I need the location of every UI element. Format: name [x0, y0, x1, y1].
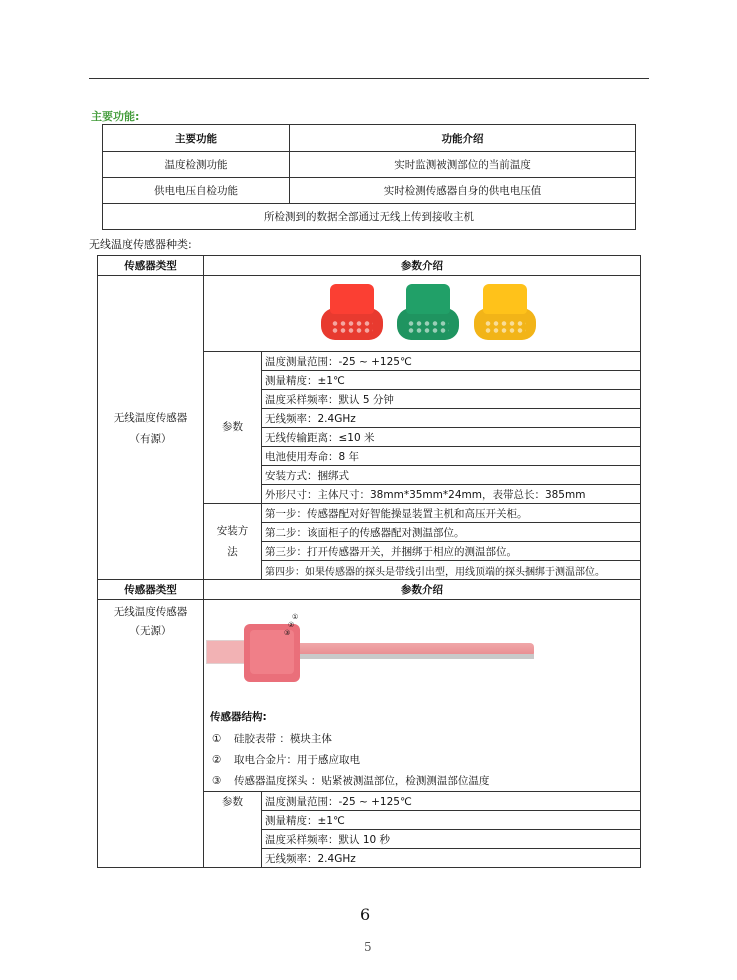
sensor-dots [484, 320, 526, 334]
sensor-name-line: 无线温度传感器 [113, 606, 188, 618]
structure-text: 取电合金片：用于感应取电 [234, 754, 360, 766]
install-step: 第二步：该面柜子的传感器配对测温部位。 [262, 523, 641, 542]
structure-item [204, 749, 640, 770]
param-value: 测量精度：±1℃ [262, 811, 641, 830]
param-value: 外形尺寸：主体尺寸：38mm*35mm*24mm，表带总长：385mm [262, 485, 641, 504]
sensor-name-line: （无源） [129, 625, 172, 637]
sensor-types-table [97, 255, 641, 868]
green-sensor-image [397, 284, 459, 342]
structure-num: ③ [212, 775, 222, 787]
table-footer-cell: 所检测到的数据全部通过无线上传到接收主机 [103, 204, 636, 230]
param-value: 温度测量范围：-25 ~ +125℃ [262, 792, 641, 811]
table-row [103, 152, 636, 178]
table-header-row [103, 125, 636, 152]
passive-sensor-cell [204, 600, 641, 792]
sensor-body [406, 284, 450, 314]
structure-text: 传感器温度探头 ：贴紧被测温部位，检测测温部位温度 [234, 775, 490, 787]
structure-text: 硅胶表带 ：模块主体 [234, 733, 332, 745]
param-label: 参数 [204, 352, 262, 504]
active-sensor-name [98, 276, 204, 580]
main-functions-table [102, 124, 636, 230]
structure-num: ① [212, 733, 222, 745]
param-label: 参数 [204, 792, 262, 868]
install-label-line: 法 [227, 545, 238, 558]
sensor-dots [407, 320, 449, 334]
alloy-strip [294, 654, 534, 659]
param-value: 无线频率：2.4GHz [262, 409, 641, 428]
section-title-main-functions: 主要功能: [91, 110, 140, 123]
sensor-body [483, 284, 527, 314]
param-value: 测量精度：±1℃ [262, 371, 641, 390]
callout-2: ② [288, 621, 295, 629]
passive-sensor-name [98, 600, 204, 868]
param-value: 电池使用寿命：8 年 [262, 447, 641, 466]
sensor-body [330, 284, 374, 314]
active-sensor-image-row [98, 276, 641, 352]
sensor-name-line: （有源） [129, 432, 172, 445]
param-value: 温度采样频率：默认 5 分钟 [262, 390, 641, 409]
install-label-line: 安装方 [216, 524, 249, 537]
table-cell: 实时检测传感器自身的供电电压值 [290, 178, 636, 204]
page-number-small: 5 [364, 940, 372, 954]
header-cell: 传感器类型 [98, 580, 204, 600]
structure-num: ② [212, 754, 222, 766]
header-cell: 功能介绍 [290, 125, 636, 152]
table-header-row [98, 256, 641, 276]
passive-sensor-image [204, 600, 640, 705]
param-value: 安装方式：捆绑式 [262, 466, 641, 485]
header-cell: 参数介绍 [204, 580, 641, 600]
header-cell: 主要功能 [103, 125, 290, 152]
table-row [103, 178, 636, 204]
param-value: 温度测量范围：-25 ~ +125℃ [262, 352, 641, 371]
header-rule [89, 78, 649, 79]
table-row [103, 204, 636, 230]
table-cell: 温度检测功能 [103, 152, 290, 178]
sensor-name-line: 无线温度传感器 [113, 411, 188, 424]
install-step: 第四步：如果传感器的探头是带线引出型，用线顶端的探头捆绑于测温部位。 [262, 561, 641, 580]
structure-item [204, 770, 640, 791]
passive-sensor-row [98, 600, 641, 792]
sensor-photo-cell [204, 276, 641, 352]
param-value: 温度采样频率：默认 10 秒 [262, 830, 641, 849]
table-cell: 实时监测被测部位的当前温度 [290, 152, 636, 178]
table-cell: 供电电压自检功能 [103, 178, 290, 204]
section-title-sensor-types: 无线温度传感器种类: [89, 238, 192, 251]
header-cell: 参数介绍 [204, 256, 641, 276]
red-sensor-image [321, 284, 383, 342]
callout-1: ① [292, 613, 299, 621]
page-number: 6 [360, 905, 371, 924]
callout-3: ③ [284, 629, 291, 637]
install-label [204, 504, 262, 580]
install-step: 第一步：传感器配对好智能操显装置主机和高压开关柜。 [262, 504, 641, 523]
structure-title: 传感器结构: [210, 711, 267, 723]
structure-item [204, 728, 640, 749]
table-header-row [98, 580, 641, 600]
header-cell: 传感器类型 [98, 256, 204, 276]
active-sensor-photos [204, 276, 640, 351]
yellow-sensor-image [474, 284, 536, 342]
param-value: 无线传输距离：≤10 米 [262, 428, 641, 447]
param-value: 无线频率：2.4GHz [262, 849, 641, 868]
sensor-dots [331, 320, 373, 334]
install-step: 第三步：打开传感器开关，并捆绑于相应的测温部位。 [262, 542, 641, 561]
